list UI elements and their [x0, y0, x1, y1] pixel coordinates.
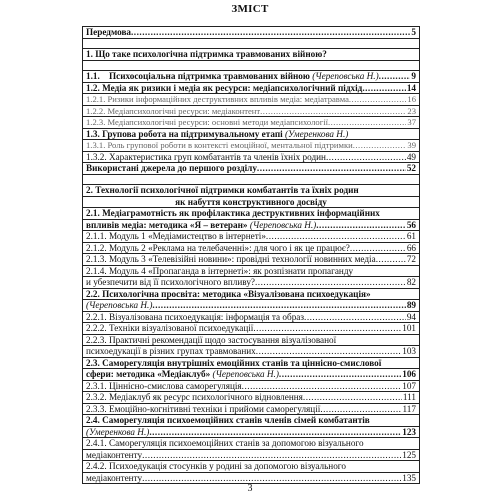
- toc-leader-dots: [266, 231, 406, 242]
- toc-page-number: 101: [402, 323, 416, 333]
- toc-entry: [83, 369, 419, 381]
- toc-entry-title: 2.4.2. Психоедукація стосунків у родині за допомогою візуального: [86, 461, 346, 471]
- toc-entry: [83, 427, 419, 439]
- toc-entry: [83, 94, 419, 106]
- toc-page-number: 37: [407, 117, 416, 127]
- toc-entry-title: 2.1.4. Модуль 4 «Пропаганда в інтернеті»: як розпізнати пропаганду: [86, 265, 354, 276]
- toc-entry-title: 2.4.1. Саморегуляція психоемоційних станів за допомогою візуального: [86, 438, 364, 448]
- toc-entry-title: 1.3.2. Характеристика груп комбатантів та членів їхніх родин: [86, 151, 326, 162]
- toc-page-number: 72: [406, 254, 416, 264]
- toc-page-number: 23: [407, 105, 416, 116]
- toc-leader-dots: [260, 106, 406, 117]
- toc-entry: [83, 381, 419, 393]
- toc-page-number: 117: [402, 403, 416, 414]
- toc-entry: [83, 197, 419, 209]
- toc-page-number: 9: [411, 71, 416, 81]
- toc-entry-title: 2.2.2. Техніки візуалізованої психоедукації: [86, 323, 254, 333]
- toc-entry-title: 2.2.3. Практичні рекомендації щодо застосування візуалізованої: [86, 334, 337, 345]
- toc-page-number: 39: [407, 140, 416, 150]
- toc-leader-dots: [256, 346, 401, 357]
- toc-entry: [83, 185, 419, 197]
- page-number: 3: [247, 483, 253, 494]
- toc-entry: [83, 415, 419, 427]
- toc-entry-title: Використані джерела до першого розділу: [86, 163, 257, 173]
- toc-spacer: [83, 61, 419, 72]
- toc-page-number: 123: [402, 426, 416, 437]
- toc-page-number: 135: [402, 472, 416, 483]
- toc-entry: [83, 312, 419, 324]
- toc-entry-title: медіаконтенту: [86, 449, 143, 460]
- toc-entry: [83, 220, 419, 232]
- toc-leader-dots: [362, 83, 406, 94]
- toc-entry: [83, 106, 419, 118]
- toc-leader-dots: [304, 312, 406, 323]
- toc-entry: [83, 152, 419, 164]
- toc-entry-title: и убезпечити від її психологічного впливу?: [86, 277, 255, 287]
- toc-page-number: 14: [406, 82, 416, 93]
- toc-entry: [83, 358, 419, 370]
- toc-entry-title: 1. Що таке психологічна підтримка травмованих війною?: [86, 49, 327, 59]
- toc-page-number: 103: [402, 346, 416, 356]
- toc-leader-dots: [131, 27, 410, 38]
- toc-entry-title: 2.1.3. Модуль 3 «Телевізійні новини»: провідні технології новинних медіа: [86, 254, 376, 264]
- toc-entry: [83, 49, 419, 61]
- toc-entry-author: (Умеренкова Н.): [285, 128, 349, 139]
- toc-page-number: 5: [411, 27, 416, 37]
- toc-entry: [83, 346, 419, 358]
- toc-entry-title: 2. Технології психологічної підтримки комбатантів та їхніх родин: [86, 185, 359, 195]
- toc-entry-title: 2.1.2. Модуль 2 «Реклама на телебаченні»: для чого і як це працює?: [86, 242, 350, 253]
- toc-entry: [83, 404, 419, 416]
- toc-entry-title: 1.2.2. Медіапсихологічні ресурси: медіаконтент: [86, 105, 261, 116]
- toc-entry: [83, 277, 419, 289]
- toc-page-number: 107: [402, 380, 416, 391]
- toc-leader-dots: [253, 323, 401, 334]
- toc-entry-author: (Череповська Н.): [86, 300, 153, 310]
- toc-entry-author: (Череповська Н.): [249, 219, 317, 230]
- toc-page-number: 94: [406, 311, 416, 322]
- toc-entry-author: (Умеренкова Н.): [86, 426, 150, 437]
- toc-entry-title: психоедукації в різних групах травмованих: [86, 346, 256, 356]
- toc-leader-dots: [316, 220, 406, 231]
- toc-entry-title: 2.1.1. Модуль 1 «Медіамистецтво в інтернеті»: [86, 231, 266, 241]
- toc-entry: [83, 208, 419, 220]
- toc-page-number: 111: [402, 392, 416, 402]
- toc-leader-dots: [257, 163, 406, 174]
- toc-page-number: 49: [406, 151, 416, 162]
- toc-entry-title: 2.4. Саморегуляція психоемоційних станів членів сімей комбатантів: [86, 415, 370, 425]
- toc-entry: [83, 300, 419, 312]
- toc-entry-author: (Череповська Н.): [312, 71, 379, 81]
- toc-entry: [83, 335, 419, 347]
- toc-leader-dots: [303, 392, 402, 403]
- toc-entry: [83, 83, 419, 95]
- toc-leader-dots: [149, 427, 401, 438]
- toc-entry-title: 2.3.2. Медіаклуб як ресурс психологічного відновлення: [86, 392, 303, 402]
- toc-entry: [83, 461, 419, 473]
- toc-leader-dots: [326, 152, 406, 163]
- toc-leader-dots: [320, 404, 401, 415]
- toc-page-number: 16: [407, 94, 416, 104]
- toc-entry-title: 2.3.1. Ціннісно-смислова саморегуляція: [86, 380, 242, 391]
- toc-entry: [83, 129, 419, 141]
- toc-entry: [83, 27, 419, 39]
- toc-entry-title: 1.1. Психосоціальна підтримка травмованих війною: [86, 71, 313, 81]
- toc-entry: [83, 438, 419, 450]
- toc-entry: [83, 254, 419, 266]
- toc-entry-title: 2.3.3. Емоційно-когнітивні техніки і прийоми саморегуляції: [86, 403, 321, 414]
- toc-leader-dots: [142, 450, 401, 461]
- toc-leader-dots: [152, 300, 405, 311]
- toc-leader-dots: [379, 71, 411, 82]
- toc-entry: [83, 243, 419, 255]
- toc-entry-title: 1.2.3. Медіапсихологічні ресурси: основні методи медіапсихології: [86, 117, 328, 127]
- toc-page-number: 89: [406, 300, 416, 310]
- toc-entry: [83, 289, 419, 301]
- toc-entry: [83, 117, 419, 129]
- toc-entry-title: Передмова: [86, 27, 131, 37]
- toc-entry-title: 1.3.1. Роль групової роботи в контексті емоційної, ментальної підтримки: [86, 140, 353, 150]
- toc-spacer: [83, 39, 419, 50]
- toc-leader-dots: [242, 381, 402, 392]
- toc-entry-title: 2.2. Психологічна просвіта: методика «Візуалізована психоедукація»: [86, 288, 371, 299]
- toc-leader-dots: [279, 369, 401, 380]
- toc-entry-author: (Череповська Н.): [212, 369, 279, 379]
- toc-entry: [83, 392, 419, 404]
- toc-entry-title: 1.3. Групова робота на підтримувальному етапі: [86, 128, 285, 139]
- toc-entry: [83, 323, 419, 335]
- toc-entry: [83, 266, 419, 278]
- toc-page-number: 56: [406, 219, 416, 230]
- toc-entry-title: впливів медіа: методика «Я – ветеран»: [86, 219, 250, 230]
- toc-page-number: 106: [402, 369, 416, 379]
- toc-entry: [83, 71, 419, 83]
- toc-entry-title: 2.2.1. Візуалізована психоедукація: інформація та образ: [86, 311, 305, 322]
- toc-entry-title: медіаконтенту: [86, 472, 143, 483]
- toc-page-number: 66: [406, 242, 416, 253]
- toc-page-number: 82: [406, 277, 416, 287]
- toc-spacer: [83, 175, 419, 186]
- toc-entry: [83, 163, 419, 175]
- table-of-contents: [82, 26, 420, 484]
- toc-leader-dots: [350, 243, 406, 254]
- toc-entry-title: 2.1. Медіаграмотність як профілактика деструктивних інформаційних: [86, 208, 380, 218]
- page-title: ЗМІСТ: [231, 3, 269, 15]
- toc-entry-title: 2.3. Саморегуляція внутрішніх емоційних станів та ціннісно-смислової: [86, 357, 382, 368]
- toc-entry-title: сфери: методика «Медіаклуб»: [86, 369, 213, 379]
- toc-leader-dots: [255, 277, 406, 288]
- toc-entry-title: 1.2. Медіа як ризики і медіа як ресурси: медіапсихологічний підхід: [86, 82, 363, 93]
- toc-entry: [83, 231, 419, 243]
- toc-leader-dots: [142, 473, 401, 484]
- toc-leader-dots: [353, 140, 407, 151]
- toc-page-number: 125: [402, 449, 416, 460]
- toc-entry: [83, 140, 419, 152]
- toc-leader-dots: [376, 254, 406, 265]
- toc-page-number: 61: [406, 231, 416, 241]
- toc-leader-dots: [328, 117, 406, 128]
- toc-leader-dots: [349, 94, 407, 105]
- toc-entry-title: як набуття конструктивного досвіду: [175, 196, 327, 207]
- toc-entry: [83, 450, 419, 462]
- toc-page-number: 52: [406, 163, 416, 173]
- toc-entry-title: 1.2.1. Ризики інформаційних деструктивних впливів медіа: медіатравма: [86, 94, 349, 104]
